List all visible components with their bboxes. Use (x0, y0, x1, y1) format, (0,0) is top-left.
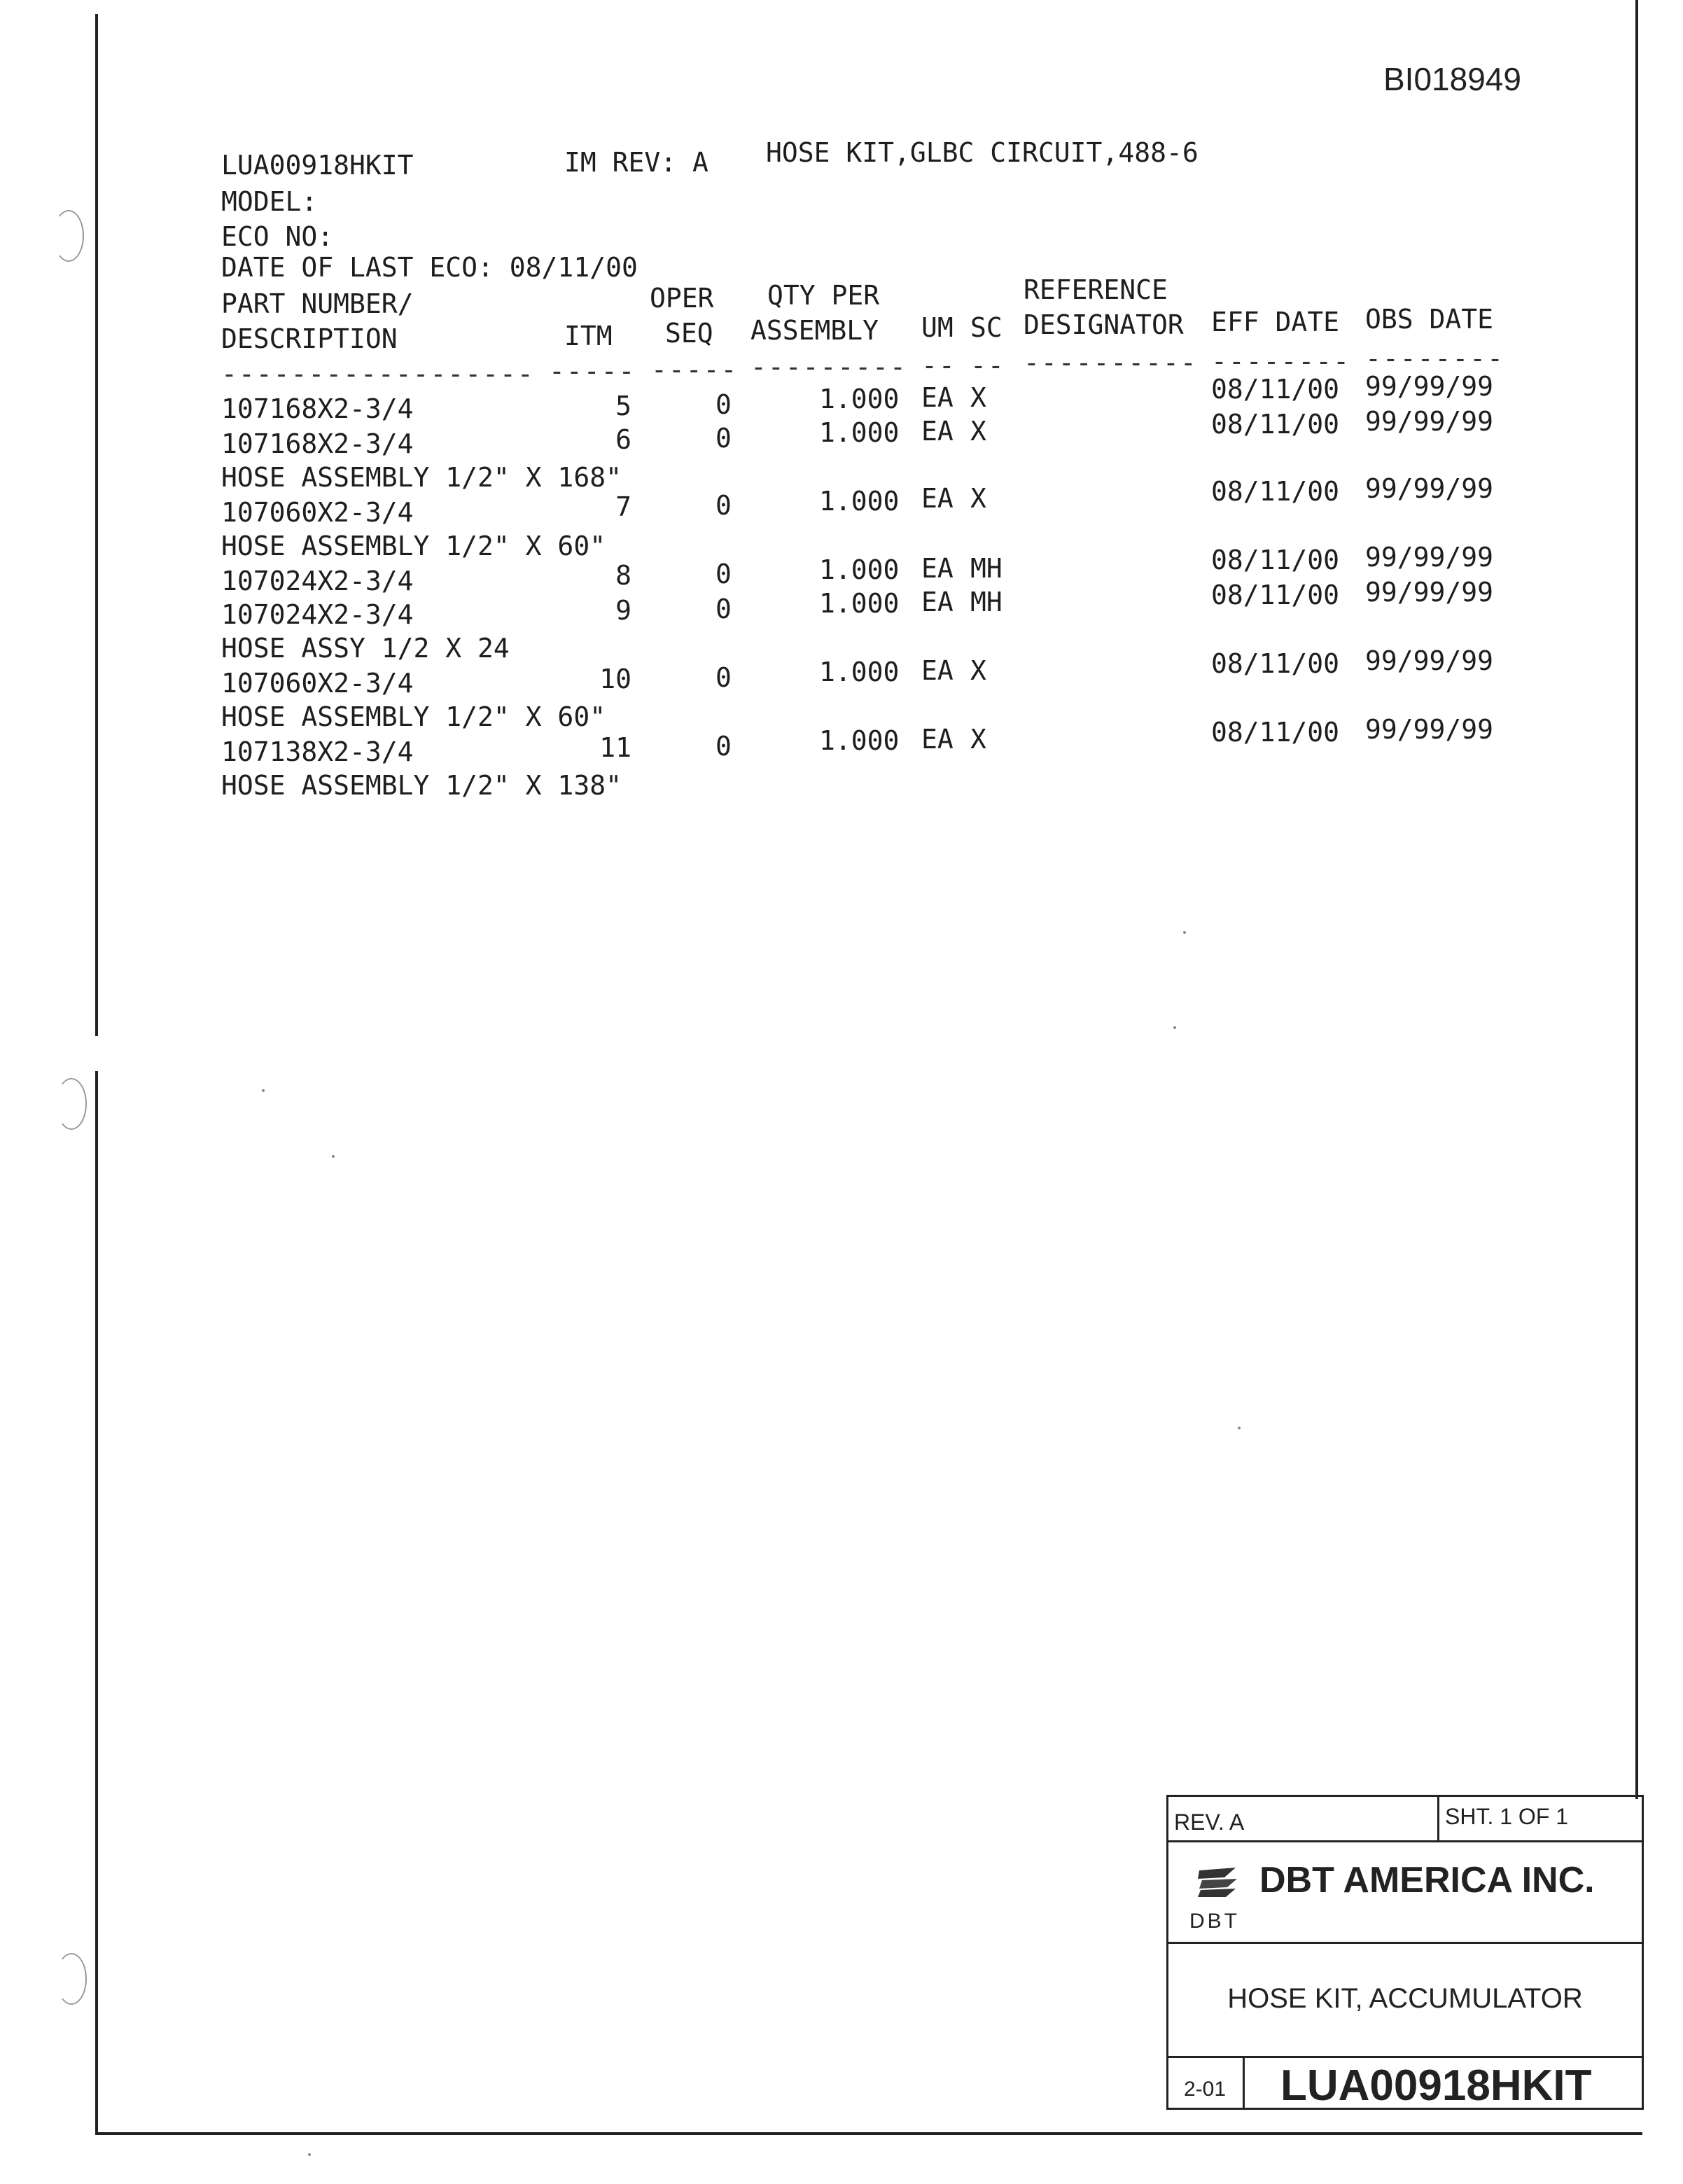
col-eff-date: EFF DATE (1211, 307, 1340, 337)
table-row-qty: 1.000 (819, 486, 900, 517)
table-row-itm: 10 (599, 664, 631, 694)
scan-speck (1183, 931, 1186, 934)
header-rule: -------- (1211, 346, 1351, 377)
col-reference: REFERENCE (1024, 274, 1168, 305)
table-row-eff: 08/11/00 (1211, 409, 1340, 440)
table-row-itm: 7 (615, 491, 631, 522)
scan-speck (1238, 1427, 1241, 1429)
binder-hole-mark (53, 210, 84, 262)
table-row-sc: MH (970, 587, 1003, 617)
drawing-part-number: LUA00918HKIT (1280, 2062, 1592, 2110)
binder-hole-mark (56, 1953, 87, 2005)
table-row-um: EA (921, 587, 954, 617)
table-row-eff: 08/11/00 (1211, 476, 1340, 507)
table-row-part: 107060X2-3/4 (221, 497, 414, 528)
table-row-qty: 1.000 (819, 417, 900, 448)
header-rule: ------------------ (221, 358, 535, 389)
scan-speck (1173, 1026, 1176, 1029)
table-row-seq: 0 (715, 423, 732, 454)
header-rule: ----- (651, 354, 739, 385)
page-border-left-lower (95, 1071, 98, 2135)
header-rule: --------- (750, 351, 907, 382)
bom-title: HOSE KIT,GLBC CIRCUIT,488-6 (766, 137, 1199, 168)
table-row-um: EA (921, 553, 954, 584)
table-row-qty: 1.000 (819, 657, 900, 687)
im-rev: IM REV: A (564, 147, 708, 178)
col-um: UM (921, 312, 954, 343)
col-qty-per: QTY PER (767, 280, 880, 311)
table-row-part: 107024X2-3/4 (221, 566, 414, 596)
header-rule: ----- (549, 356, 636, 386)
scan-speck (332, 1155, 335, 1158)
table-row-obs: 99/99/99 (1365, 371, 1494, 402)
table-row-obs: 99/99/99 (1365, 473, 1494, 504)
table-row-seq: 0 (715, 389, 732, 420)
model-label: MODEL: (221, 186, 318, 217)
header-rule: -------- (1365, 343, 1505, 374)
title-block-part-row (1168, 2058, 1642, 2108)
table-row-eff: 08/11/00 (1211, 545, 1340, 575)
document-id: BI018949 (1383, 61, 1521, 97)
table-row-description: HOSE ASSY 1/2 X 24 (221, 633, 510, 664)
table-row-itm: 9 (615, 595, 631, 626)
scan-speck (262, 1089, 265, 1092)
table-row-seq: 0 (715, 490, 732, 521)
table-row-eff: 08/11/00 (1211, 374, 1340, 405)
sheet-number: SHT. 1 OF 1 (1445, 1804, 1569, 1829)
header-rule: ---------- (1024, 347, 1198, 378)
part-id: LUA00918HKIT (221, 150, 414, 181)
page-border-right (1635, 0, 1638, 1799)
table-row-itm: 11 (599, 732, 631, 763)
col-description: DESCRIPTION (221, 323, 398, 354)
table-row-qty: 1.000 (819, 588, 900, 619)
title-block-company-row (1168, 1842, 1642, 1944)
table-row-um: EA (921, 483, 954, 514)
table-row-description: HOSE ASSEMBLY 1/2" X 168" (221, 462, 622, 493)
table-row-seq: 0 (715, 559, 732, 589)
company-name: DBT AMERICA INC. (1259, 1860, 1595, 1900)
table-row-sc: X (970, 724, 986, 755)
table-row-itm: 8 (615, 560, 631, 591)
table-row-itm: 6 (615, 424, 631, 455)
page-border-bottom (95, 2132, 1642, 2135)
table-row-part: 107060X2-3/4 (221, 668, 414, 699)
table-row-sc: X (970, 382, 986, 413)
table-row-sc: MH (970, 553, 1003, 584)
table-row-um: EA (921, 416, 954, 447)
title-block (1166, 1795, 1644, 2110)
header-rule: -- (921, 350, 956, 381)
table-row-sc: X (970, 655, 986, 686)
table-row-qty: 1.000 (819, 384, 900, 414)
eco-no-label: ECO NO: (221, 221, 334, 252)
table-row-obs: 99/99/99 (1365, 645, 1494, 676)
col-oper: OPER (650, 283, 714, 314)
code-cell (1168, 2058, 1245, 2108)
table-row-description: HOSE ASSEMBLY 1/2" X 138" (221, 770, 622, 801)
table-row-seq: 0 (715, 662, 732, 693)
table-row-sc: X (970, 416, 986, 447)
col-part-number: PART NUMBER/ (221, 288, 414, 319)
title-block-revision-row (1168, 1797, 1642, 1842)
company-abbreviation: DBT (1189, 1910, 1240, 1933)
table-row-obs: 99/99/99 (1365, 406, 1494, 437)
table-row-itm: 5 (615, 391, 631, 421)
company-logo-icon (1195, 1865, 1240, 1898)
table-row-qty: 1.000 (819, 725, 900, 756)
table-row-um: EA (921, 724, 954, 755)
table-row-um: EA (921, 655, 954, 686)
scan-speck (308, 2153, 311, 2156)
table-row-part: 107168X2-3/4 (221, 428, 414, 459)
title-block-description-row (1168, 1944, 1642, 2058)
drawing-code: 2-01 (1184, 2078, 1227, 2101)
drawing-description: HOSE KIT, ACCUMULATOR (1227, 1983, 1583, 2014)
col-sc: SC (970, 312, 1003, 343)
binder-hole-mark (56, 1078, 87, 1130)
table-row-obs: 99/99/99 (1365, 542, 1494, 573)
table-row-eff: 08/11/00 (1211, 648, 1340, 679)
table-row-eff: 08/11/00 (1211, 580, 1340, 610)
table-row-part: 107024X2-3/4 (221, 599, 414, 630)
table-row-obs: 99/99/99 (1365, 577, 1494, 608)
last-eco-date: DATE OF LAST ECO: 08/11/00 (221, 252, 638, 283)
revision-label: REV. A (1174, 1809, 1245, 1835)
col-obs-date: OBS DATE (1365, 304, 1494, 335)
sheet-cell (1437, 1797, 1644, 1840)
col-itm: ITM (564, 321, 613, 351)
table-row-seq: 0 (715, 594, 732, 624)
table-row-obs: 99/99/99 (1365, 714, 1494, 745)
table-row-part: 107168X2-3/4 (221, 393, 414, 424)
col-seq: SEQ (665, 318, 713, 349)
table-row-qty: 1.000 (819, 554, 900, 585)
page-border-left (95, 14, 98, 1036)
table-row-description: HOSE ASSEMBLY 1/2" X 60" (221, 701, 606, 732)
table-row-description: HOSE ASSEMBLY 1/2" X 60" (221, 531, 606, 561)
table-row-um: EA (921, 382, 954, 413)
col-assembly: ASSEMBLY (750, 315, 879, 346)
table-row-eff: 08/11/00 (1211, 717, 1340, 748)
col-designator: DESIGNATOR (1024, 309, 1184, 340)
table-row-sc: X (970, 483, 986, 514)
table-row-seq: 0 (715, 731, 732, 762)
header-rule: -- (970, 350, 1005, 381)
table-row-part: 107138X2-3/4 (221, 736, 414, 767)
